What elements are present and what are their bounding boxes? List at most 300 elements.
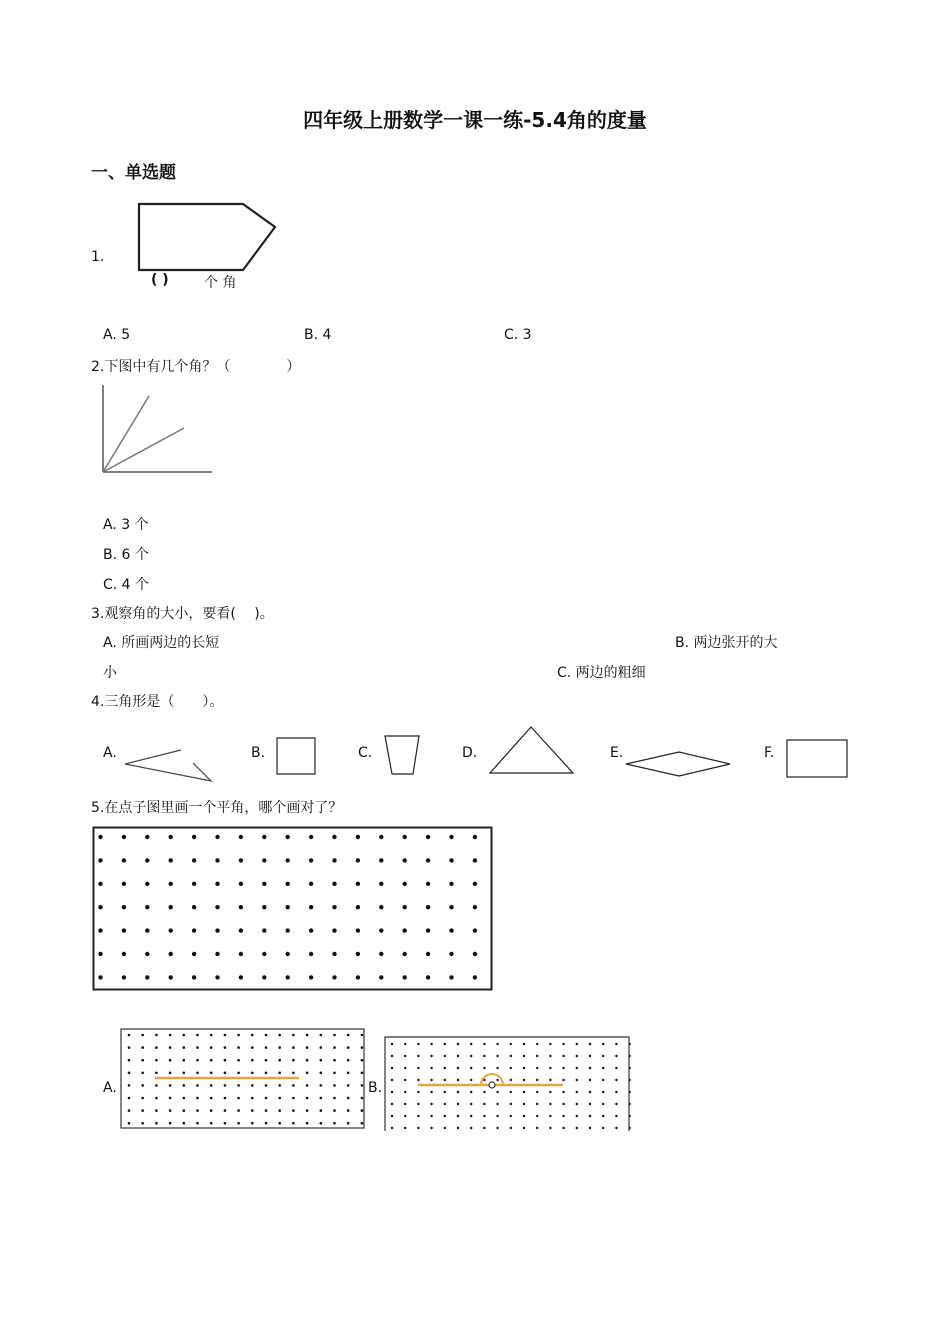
grid-dot [286, 882, 290, 886]
grid-dot [449, 975, 453, 979]
grid-dot [332, 975, 336, 979]
grid-dot [320, 1059, 323, 1062]
grid-dot [122, 858, 126, 862]
grid-dot [523, 1103, 525, 1105]
grid-dot [430, 1091, 432, 1093]
grid-dot [379, 858, 383, 862]
grid-dot [286, 835, 290, 839]
grid-dot [615, 1079, 617, 1081]
grid-dot [278, 1034, 281, 1037]
grid-dot [403, 905, 407, 909]
grid-dot [145, 858, 149, 862]
grid-dot [251, 1072, 254, 1075]
grid-dot [417, 1091, 419, 1093]
grid-dot [237, 1034, 240, 1037]
grid-dot [98, 882, 102, 886]
grid-dot [196, 1034, 199, 1037]
grid-dot [510, 1079, 512, 1081]
grid-dot [449, 882, 453, 886]
grid-dot [128, 1072, 131, 1075]
grid-dot [309, 858, 313, 862]
grid-dot [449, 952, 453, 956]
grid-dot [356, 952, 360, 956]
grid-dot [444, 1115, 446, 1117]
grid-dot [361, 1034, 364, 1037]
grid-dot [262, 975, 266, 979]
grid-dot [361, 1122, 364, 1125]
grid-dot [292, 1109, 295, 1112]
grid-dot [589, 1079, 591, 1081]
grid-dot [457, 1079, 459, 1081]
grid-dot [444, 1103, 446, 1105]
q4-shape-c-trapezoid [383, 734, 423, 778]
grid-dot [615, 1115, 617, 1117]
grid-dot [192, 905, 196, 909]
grid-dot [417, 1115, 419, 1117]
grid-dot [196, 1097, 199, 1100]
grid-dot [122, 835, 126, 839]
q1-option-a[interactable]: A. 5 [103, 327, 131, 343]
grid-dot [169, 1034, 172, 1037]
grid-dot [196, 1122, 199, 1125]
grid-dot [309, 952, 313, 956]
grid-dot [320, 1109, 323, 1112]
q4-label-f[interactable]: F. [764, 745, 775, 761]
grid-dot [449, 928, 453, 932]
q4-label-e[interactable]: E. [610, 745, 624, 761]
q5-option-a-grid [120, 1028, 366, 1130]
grid-dot [239, 835, 243, 839]
q2-stem: 2.下图中有几个角？（ ） [91, 359, 301, 375]
grid-dot [347, 1109, 350, 1112]
grid-dot [417, 1127, 419, 1129]
grid-dot [576, 1103, 578, 1105]
grid-dot [145, 975, 149, 979]
grid-dot [265, 1046, 268, 1049]
grid-dot [444, 1127, 446, 1129]
grid-dot [589, 1055, 591, 1057]
q1-answer-blank: ( ) [151, 272, 169, 288]
grid-dot [332, 905, 336, 909]
grid-dot [251, 1034, 254, 1037]
grid-dot [141, 1046, 144, 1049]
grid-dot [155, 1109, 158, 1112]
grid-dot [379, 882, 383, 886]
grid-dot [169, 1059, 172, 1062]
q1-option-b[interactable]: B. 4 [304, 327, 332, 343]
grid-dot [169, 1122, 172, 1125]
grid-dot [562, 1067, 564, 1069]
grid-dot [473, 928, 477, 932]
grid-dot [320, 1034, 323, 1037]
grid-dot [122, 952, 126, 956]
q4-stem: 4.三角形是（ ）。 [91, 694, 224, 710]
grid-dot [278, 1059, 281, 1062]
grid-dot [356, 835, 360, 839]
grid-dot [278, 1084, 281, 1087]
q4-shape-d-triangle [488, 725, 576, 777]
q1-option-c[interactable]: C. 3 [504, 327, 532, 343]
grid-dot [239, 952, 243, 956]
grid-dot [356, 858, 360, 862]
grid-dot [403, 882, 407, 886]
grid-dot [417, 1079, 419, 1081]
section-heading: 一、单选题 [91, 163, 176, 183]
grid-dot [98, 928, 102, 932]
grid-dot [523, 1079, 525, 1081]
grid-dot [496, 1043, 498, 1045]
grid-dot [145, 928, 149, 932]
q3-option-b-continued[interactable]: 小 [103, 665, 117, 681]
grid-dot [128, 1097, 131, 1100]
grid-dot [589, 1067, 591, 1069]
q5-option-b-grid [384, 1036, 634, 1134]
grid-dot [449, 905, 453, 909]
q5-label-a[interactable]: A. [103, 1080, 117, 1096]
grid-dot [470, 1103, 472, 1105]
q2-angles-figure [100, 383, 215, 478]
grid-dot [457, 1055, 459, 1057]
grid-dot [224, 1084, 227, 1087]
grid-dot [128, 1046, 131, 1049]
grid-dot [361, 1097, 364, 1100]
q4-label-b[interactable]: B. [251, 745, 266, 761]
grid-dot [430, 1115, 432, 1117]
grid-dot [549, 1067, 551, 1069]
grid-dot [615, 1127, 617, 1129]
grid-dot [239, 905, 243, 909]
grid-dot [361, 1046, 364, 1049]
grid-dot [292, 1097, 295, 1100]
grid-dot [169, 1097, 172, 1100]
grid-dot [265, 1109, 268, 1112]
grid-dot [589, 1043, 591, 1045]
grid-dot [306, 1084, 309, 1087]
grid-dot [278, 1122, 281, 1125]
grid-dot [262, 905, 266, 909]
grid-dot [483, 1103, 485, 1105]
grid-dot [237, 1046, 240, 1049]
grid-dot [292, 1046, 295, 1049]
grid-dot [347, 1084, 350, 1087]
grid-dot [576, 1043, 578, 1045]
grid-dot [210, 1109, 213, 1112]
grid-dot [562, 1091, 564, 1093]
grid-dot [562, 1115, 564, 1117]
grid-dot [183, 1122, 186, 1125]
grid-dot [549, 1079, 551, 1081]
grid-dot [602, 1055, 604, 1057]
grid-dot [332, 928, 336, 932]
grid-dot [320, 1084, 323, 1087]
grid-dot [122, 905, 126, 909]
grid-dot [356, 905, 360, 909]
grid-dot [309, 928, 313, 932]
grid-dot [292, 1059, 295, 1062]
grid-dot [183, 1072, 186, 1075]
grid-dot [306, 1097, 309, 1100]
grid-dot [98, 952, 102, 956]
grid-dot [404, 1115, 406, 1117]
grid-dot [549, 1043, 551, 1045]
grid-dot [320, 1046, 323, 1049]
grid-dot [391, 1127, 393, 1129]
grid-dot [155, 1046, 158, 1049]
grid-dot [141, 1122, 144, 1125]
grid-dot [224, 1059, 227, 1062]
grid-dot [379, 952, 383, 956]
grid-dot [183, 1084, 186, 1087]
grid-dot [155, 1097, 158, 1100]
grid-dot [320, 1122, 323, 1125]
grid-dot [224, 1072, 227, 1075]
grid-dot [122, 975, 126, 979]
grid-dot [457, 1103, 459, 1105]
grid-dot [589, 1127, 591, 1129]
grid-dot [262, 835, 266, 839]
grid-dot [347, 1059, 350, 1062]
grid-dot [196, 1109, 199, 1112]
grid-dot [562, 1127, 564, 1129]
grid-dot [122, 882, 126, 886]
grid-dot [333, 1084, 336, 1087]
grid-dot [536, 1103, 538, 1105]
grid-dot [473, 835, 477, 839]
grid-dot [251, 1046, 254, 1049]
q4-shape-a-open-angle [122, 746, 217, 786]
grid-dot [210, 1122, 213, 1125]
grid-dot [210, 1034, 213, 1037]
grid-dot [183, 1034, 186, 1037]
grid-dot [523, 1043, 525, 1045]
grid-dot [251, 1097, 254, 1100]
grid-dot [361, 1059, 364, 1062]
grid-dot [391, 1067, 393, 1069]
grid-dot [224, 1122, 227, 1125]
q2-option-b[interactable]: B. 6 个 [103, 547, 149, 563]
grid-dot [169, 952, 173, 956]
grid-dot [562, 1043, 564, 1045]
grid-dot [210, 1072, 213, 1075]
q4-label-d[interactable]: D. [462, 745, 478, 761]
grid-dot [347, 1122, 350, 1125]
grid-dot [265, 1084, 268, 1087]
grid-dot [602, 1079, 604, 1081]
grid-dot [536, 1043, 538, 1045]
grid-dot [523, 1115, 525, 1117]
grid-dot [576, 1115, 578, 1117]
q5-label-b[interactable]: B. [368, 1080, 383, 1096]
grid-dot [403, 975, 407, 979]
grid-dot [215, 905, 219, 909]
grid-dot [278, 1109, 281, 1112]
grid-dot [615, 1091, 617, 1093]
grid-dot [602, 1091, 604, 1093]
grid-dot [333, 1122, 336, 1125]
grid-dot [483, 1091, 485, 1093]
grid-dot [332, 952, 336, 956]
grid-dot [430, 1079, 432, 1081]
grid-dot [155, 1072, 158, 1075]
grid-dot [196, 1059, 199, 1062]
grid-dot [145, 882, 149, 886]
grid-dot [169, 1046, 172, 1049]
grid-dot [262, 858, 266, 862]
q2-option-a[interactable]: A. 3 个 [103, 517, 149, 533]
grid-dot [379, 975, 383, 979]
grid-dot [332, 858, 336, 862]
grid-dot [403, 928, 407, 932]
grid-dot [278, 1097, 281, 1100]
grid-dot [251, 1059, 254, 1062]
q3-option-b[interactable]: B. 两边张开的大 [675, 635, 778, 651]
grid-dot [536, 1091, 538, 1093]
grid-dot [549, 1055, 551, 1057]
grid-dot [169, 1072, 172, 1075]
grid-dot [417, 1055, 419, 1057]
grid-dot [169, 1109, 172, 1112]
grid-dot [145, 952, 149, 956]
q3-stem: 3.观察角的大小，要看( )。 [91, 606, 274, 622]
grid-dot [379, 905, 383, 909]
grid-dot [278, 1046, 281, 1049]
grid-dot [470, 1127, 472, 1129]
grid-dot [196, 1072, 199, 1075]
q2-option-c[interactable]: C. 4 个 [103, 577, 150, 593]
grid-dot [215, 835, 219, 839]
grid-dot [549, 1115, 551, 1117]
grid-dot [430, 1055, 432, 1057]
grid-dot [306, 1046, 309, 1049]
grid-dot [224, 1109, 227, 1112]
grid-dot [128, 1122, 131, 1125]
grid-dot [473, 858, 477, 862]
q5-option-b-vertex [489, 1082, 495, 1088]
grid-dot [536, 1055, 538, 1057]
grid-dot [237, 1059, 240, 1062]
grid-dot [536, 1067, 538, 1069]
grid-dot [404, 1103, 406, 1105]
grid-dot [391, 1091, 393, 1093]
grid-dot [523, 1091, 525, 1093]
q4-label-c[interactable]: C. [358, 745, 373, 761]
grid-dot [562, 1055, 564, 1057]
grid-dot [444, 1079, 446, 1081]
grid-dot [309, 905, 313, 909]
grid-dot [98, 858, 102, 862]
q1-number: 1. [91, 249, 105, 265]
grid-dot [426, 928, 430, 932]
grid-dot [210, 1084, 213, 1087]
grid-dot [210, 1059, 213, 1062]
grid-dot [576, 1127, 578, 1129]
grid-dot [333, 1046, 336, 1049]
grid-dot [470, 1043, 472, 1045]
grid-dot [602, 1115, 604, 1117]
grid-dot [470, 1115, 472, 1117]
grid-dot [404, 1091, 406, 1093]
grid-dot [309, 882, 313, 886]
grid-dot [347, 1034, 350, 1037]
grid-dot [262, 882, 266, 886]
grid-dot [332, 835, 336, 839]
grid-dot [141, 1059, 144, 1062]
grid-dot [169, 1084, 172, 1087]
grid-dot [444, 1067, 446, 1069]
grid-dot [602, 1103, 604, 1105]
grid-dot [426, 952, 430, 956]
grid-dot [292, 1122, 295, 1125]
grid-dot [224, 1034, 227, 1037]
grid-dot [224, 1097, 227, 1100]
grid-dot [215, 952, 219, 956]
grid-dot [128, 1109, 131, 1112]
grid-dot [615, 1055, 617, 1057]
grid-dot [426, 882, 430, 886]
grid-dot [192, 975, 196, 979]
grid-dot [183, 1109, 186, 1112]
grid-dot [496, 1079, 498, 1081]
grid-dot [403, 858, 407, 862]
grid-dot [306, 1109, 309, 1112]
grid-dot [333, 1034, 336, 1037]
q4-label-a[interactable]: A. [103, 745, 117, 761]
q3-option-c[interactable]: C. 两边的粗细 [557, 665, 646, 681]
grid-dot [444, 1055, 446, 1057]
grid-dot [391, 1079, 393, 1081]
grid-dot [615, 1043, 617, 1045]
q4-shape-b-square [275, 736, 320, 778]
grid-dot [347, 1072, 350, 1075]
grid-dot [141, 1072, 144, 1075]
grid-dot [483, 1067, 485, 1069]
grid-dot [347, 1046, 350, 1049]
grid-dot [128, 1059, 131, 1062]
grid-dot [155, 1084, 158, 1087]
grid-dot [404, 1127, 406, 1129]
grid-dot [333, 1059, 336, 1062]
grid-dot [483, 1127, 485, 1129]
grid-dot [210, 1046, 213, 1049]
grid-dot [141, 1034, 144, 1037]
grid-dot [483, 1115, 485, 1117]
q3-option-a[interactable]: A. 所画两边的长短 [103, 635, 220, 651]
grid-dot [496, 1067, 498, 1069]
grid-dot [192, 928, 196, 932]
grid-dot [430, 1043, 432, 1045]
grid-dot [473, 905, 477, 909]
grid-dot [237, 1109, 240, 1112]
grid-dot [192, 882, 196, 886]
grid-dot [239, 882, 243, 886]
grid-dot [549, 1103, 551, 1105]
grid-dot [449, 858, 453, 862]
grid-dot [356, 928, 360, 932]
grid-dot [470, 1067, 472, 1069]
grid-dot [215, 882, 219, 886]
grid-dot [496, 1055, 498, 1057]
grid-dot [470, 1091, 472, 1093]
grid-dot [169, 928, 173, 932]
grid-dot [602, 1127, 604, 1129]
grid-dot [320, 1097, 323, 1100]
grid-dot [473, 975, 477, 979]
grid-dot [523, 1055, 525, 1057]
grid-dot [192, 858, 196, 862]
grid-dot [473, 952, 477, 956]
grid-dot [562, 1103, 564, 1105]
grid-dot [470, 1079, 472, 1081]
